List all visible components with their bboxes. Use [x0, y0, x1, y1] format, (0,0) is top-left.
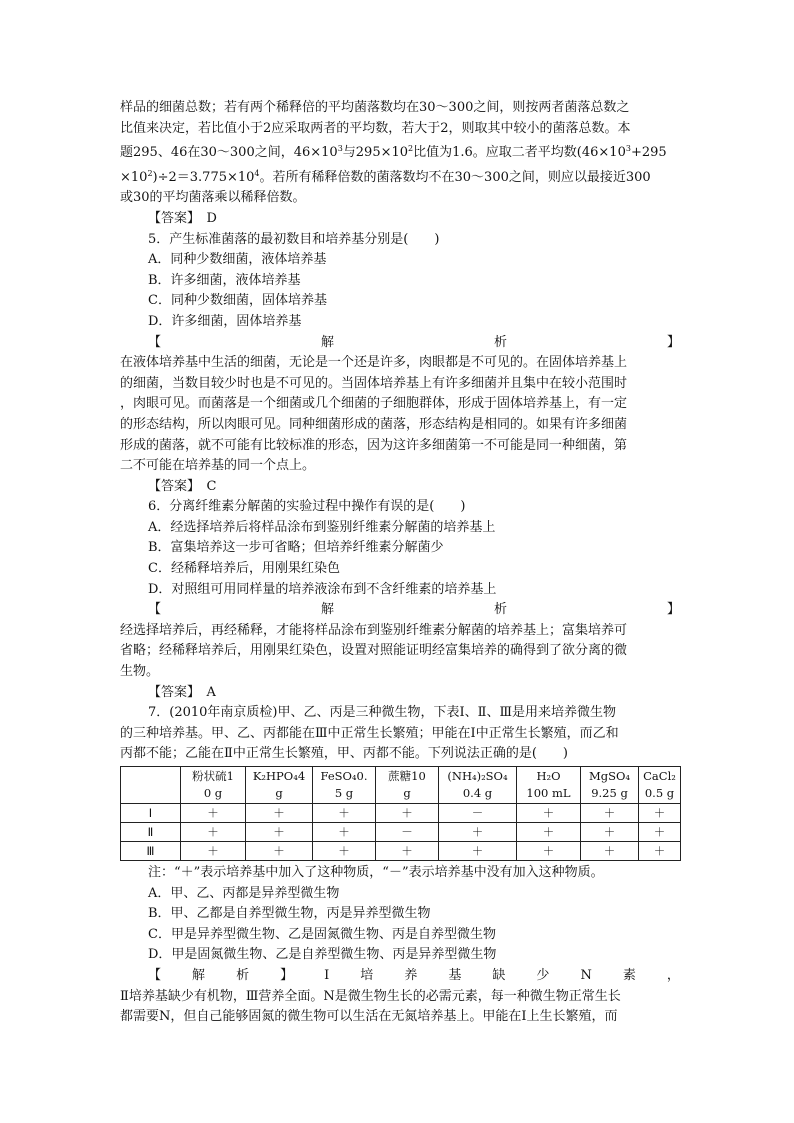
table-row-label: Ⅰ: [121, 804, 181, 823]
table-cell: ＋: [246, 804, 313, 823]
table-header-row: [121, 767, 681, 804]
q7-analysis-heading: 【 解 析 】 Ⅰ 培 养 基 缺 少 N 素 ，: [148, 967, 680, 983]
q5-explanation-2: 的细菌，当数目较少时也是不可见的。当固体培养基上有许多细菌并且集中在较小范围时: [120, 375, 628, 391]
table-cell: ＋: [181, 823, 246, 842]
table-header-cell: K₂HPO₄4 g: [246, 767, 313, 804]
table-row: [121, 804, 681, 823]
table-cell: ＋: [517, 823, 581, 842]
table-cell: －: [376, 823, 439, 842]
q6-explanation-2: 省略；经稀释培养后，用刚果红染色，设置对照能证明经富集培养的确得到了欲分离的微: [120, 643, 628, 659]
intro-line-5: 或30的平均菌落乘以稀释倍数。: [120, 190, 306, 206]
table-cell: ＋: [181, 804, 246, 823]
q7-table-note: 注：“＋”表示培养基中加入了这种物质，“－”表示培养基中没有加入这种物质。: [148, 865, 604, 880]
q5-stem: 5．产生标准菌落的最初数目和培养基分别是( ): [148, 231, 440, 247]
table-cell: ＋: [517, 842, 581, 861]
table-cell: －: [439, 804, 517, 823]
table-cell: ＋: [313, 842, 376, 861]
q6-option-b: B．富集培养这一步可省略；但培养纤维素分解菌少: [148, 540, 444, 556]
table-cell: ＋: [181, 842, 246, 861]
table-row-label: Ⅱ: [121, 823, 181, 842]
q5-option-b: B．许多细菌，液体培养基: [148, 272, 301, 288]
q5-explanation-6: 二不可能在培养基的同一个点上。: [120, 458, 316, 474]
q5-option-a: A．同种少数细菌，液体培养基: [148, 252, 327, 268]
q7-explanation-1: Ⅱ培养基缺少有机物，Ⅲ营养全面。N是微生物生长的必需元素，每一种微生物正常生长: [120, 988, 621, 1004]
table-cell: ＋: [639, 842, 681, 861]
q5-option-d: D．许多细菌，固体培养基: [148, 313, 302, 329]
intro-line-4: $\times 10^2)\div 2=3.775\times 10^4$。若所有稀释倍数的菌落数均不在30～300之间，则应以最接近300: [120, 168, 651, 185]
table-header-cell: (NH₄)₂SO₄ 0.4 g: [439, 767, 517, 804]
table-cell: ＋: [639, 823, 681, 842]
table-header-cell: CaCl₂ 0.5 g: [639, 767, 681, 804]
q7-option-b: B．甲、乙都是自养型微生物，丙是异养型微生物: [148, 906, 431, 922]
table-cell: ＋: [439, 842, 517, 861]
q5-option-c: C．同种少数细菌，固体培养基: [148, 293, 327, 309]
table-cell: ＋: [246, 823, 313, 842]
table-cell: ＋: [581, 842, 639, 861]
answer-4: 【答案】 D: [148, 210, 217, 226]
table-header-cell: 蔗糖10 g: [376, 767, 439, 804]
q6-option-c: C．经稀释培养后，用刚果红染色: [148, 561, 340, 577]
q7-stem-3: 丙都不能；乙能在Ⅱ中正常生长繁殖，甲、丙都不能。下列说法正确的是( ): [120, 746, 568, 762]
table-cell: ＋: [313, 804, 376, 823]
table-cell: ＋: [639, 804, 681, 823]
q7-option-c: C．甲是异养型微生物、乙是固氮微生物、丙是自养型微生物: [148, 926, 496, 942]
q6-analysis-heading: 【 解 析 】: [148, 602, 680, 618]
intro-line-3: 题295、46在30～300之间，$46\times 10^3$与$295\times 10^2$比值为1.6。应取二者平均数($46\times 10^3+295$: [120, 144, 667, 161]
q7-stem-2: 的三种培养基。甲、乙、丙都能在Ⅲ中正常生长繁殖；甲能在Ⅰ中正常生长繁殖，而乙和: [120, 725, 619, 741]
q7-stem-1: 7．(2010年南京质检)甲、乙、丙是三种微生物，下表Ⅰ、Ⅱ、Ⅲ是用来培养微生物: [148, 705, 617, 721]
q7-explanation-2: 都需要N，但自己能够固氮的微生物可以生活在无氮培养基上。甲能在Ⅰ上生长繁殖，而: [120, 1009, 618, 1025]
table-row: [121, 842, 681, 861]
q7-option-d: D．甲是固氮微生物、乙是自养型微生物、丙是异养型微生物: [148, 947, 497, 963]
table-cell: ＋: [246, 842, 313, 861]
table-cell: ＋: [439, 823, 517, 842]
table-header-cell: H₂O 100 mL: [517, 767, 581, 804]
q5-explanation-3: ，肉眼可见。而菌落是一个细菌或几个细菌的子细胞群体，形成于固体培养基上，有一定: [120, 396, 628, 412]
table-row-label: Ⅲ: [121, 842, 181, 861]
q5-explanation-1: 在液体培养基中生活的细菌，无论是一个还是许多，肉眼都是不可见的。在固体培养基上: [120, 355, 628, 371]
table-cell: ＋: [376, 842, 439, 861]
table-header-cell: FeSO₄0. 5 g: [313, 767, 376, 804]
answer-6: 【答案】 A: [148, 684, 216, 700]
q6-stem: 6．分离纤维素分解菌的实验过程中操作有误的是( ): [148, 499, 466, 515]
table-header-cell: MgSO₄ 9.25 g: [581, 767, 639, 804]
document-page: [120, 98, 680, 1028]
answer-5: 【答案】 C: [148, 478, 217, 494]
table-header-cell: 粉状硫1 0 g: [181, 767, 246, 804]
q5-explanation-5: 形成的菌落，就不可能有比较标准的形态，因为这许多细菌第一不可能是同一种细菌，第: [120, 437, 628, 453]
q7-option-a: A．甲、乙、丙都是异养型微生物: [148, 885, 340, 901]
q5-analysis-heading: 【 解 析 】: [148, 334, 680, 350]
intro-line-2: 比值来决定，若比值小于2应采取两者的平均数，若大于2，则取其中较小的菌落总数。本: [120, 120, 631, 136]
table-corner-cell: [121, 767, 181, 804]
intro-line-1: 样品的细菌总数；若有两个稀释倍的平均菌落数均在30～300之间，则按两者菌落总数之: [120, 100, 630, 115]
q5-explanation-4: 的形态结构，所以肉眼可见。同种细菌形成的菌落，形态结构是相同的。如果有许多细菌: [120, 416, 628, 432]
table-cell: ＋: [376, 804, 439, 823]
table-cell: ＋: [517, 804, 581, 823]
medium-table: [120, 766, 680, 861]
table-cell: ＋: [313, 823, 376, 842]
table-row: [121, 823, 681, 842]
q6-explanation-3: 生物。: [120, 664, 160, 680]
q6-option-a: A．经选择培养后将样品涂布到鉴别纤维素分解菌的培养基上: [148, 519, 496, 535]
table-cell: ＋: [581, 823, 639, 842]
table-cell: ＋: [581, 804, 639, 823]
q6-explanation-1: 经选择培养后，再经稀释，才能将样品涂布到鉴别纤维素分解菌的培养基上；富集培养可: [120, 622, 628, 638]
q6-option-d: D．对照组可用同样量的培养液涂布到不含纤维素的培养基上: [148, 581, 497, 597]
